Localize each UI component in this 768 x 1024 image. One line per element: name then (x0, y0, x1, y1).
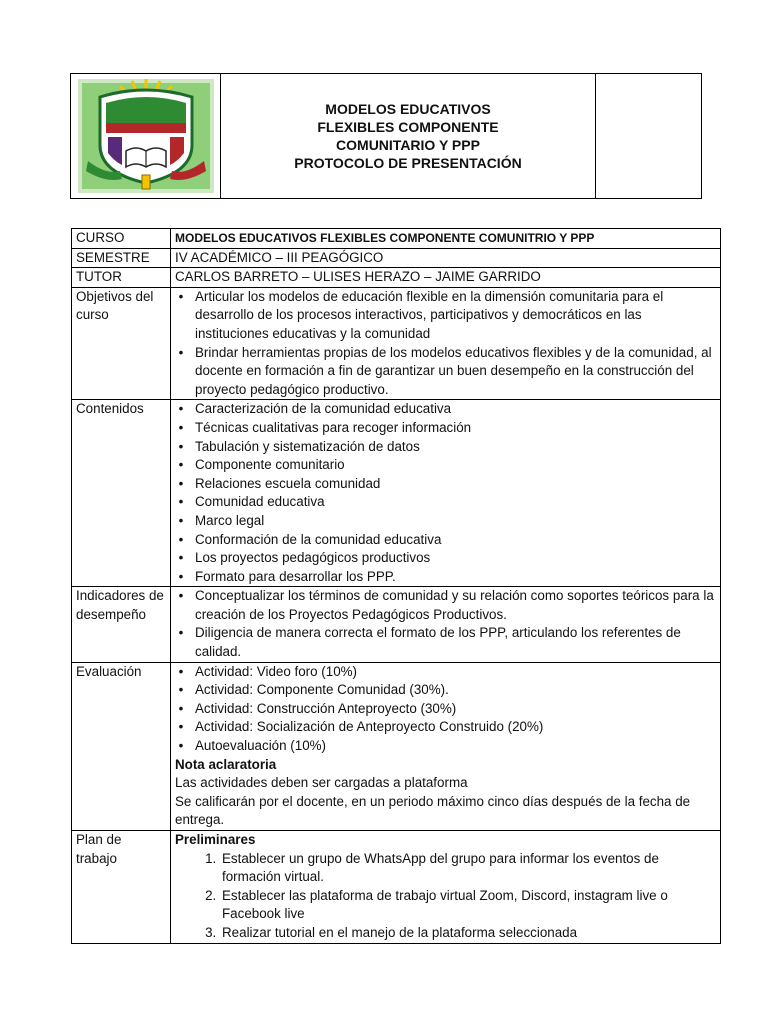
list-item: • Los proyectos pedagógicos productivos (195, 549, 716, 568)
row-label: Indicadores de desempeño (72, 587, 171, 662)
list-item: • Relaciones escuela comunidad (195, 475, 716, 494)
title-line: PROTOCOLO DE PRESENTACIÓN (294, 155, 522, 171)
note-line: Las actividades deben ser cargadas a plataforma (175, 775, 468, 791)
list-item: • Autoevaluación (10%) (195, 737, 716, 756)
list-item: • Conceptualizar los términos de comunidad y su relación como soportes teóricos para la creación de los Proyectos Pedagógicos Productivos. (195, 587, 716, 624)
row-label: Objetivos del curso (72, 287, 171, 400)
evaluacion-list (175, 663, 716, 756)
list-item: 2. Establecer las plataforma de trabajo virtual Zoom, Discord, instagram live o Facebook live (220, 887, 716, 924)
course-table (71, 228, 721, 944)
list-item: • Formato para desarrollar los PPP. (195, 568, 716, 587)
list-item: • Diligencia de manera correcta el formato de los PPP, articulando los referentes de calidad. (195, 624, 716, 661)
row-contenidos (72, 400, 721, 587)
plan-list (175, 850, 716, 943)
list-item: • Actividad: Construcción Anteproyecto (30%) (195, 700, 716, 719)
institution-logo (76, 75, 216, 197)
row-semestre (72, 248, 721, 268)
row-label: TUTOR (72, 268, 171, 288)
row-label: Evaluación (72, 662, 171, 830)
note-title: Nota aclaratoria (175, 756, 277, 772)
list-item: 3. Realizar tutorial en el manejo de la plataforma seleccionada (220, 924, 716, 943)
list-item: • Componente comunitario (195, 456, 716, 475)
list-item: • Brindar herramientas propias de los modelos educativos flexibles y de la comunidad, al docente en formación a fin de garantizar un buen desempeño en la construcción del proyecto pedagógico productivo. (195, 344, 716, 400)
title-line: COMUNITARIO Y PPP (336, 137, 480, 153)
list-item: • Tabulación y sistematización de datos (195, 438, 716, 457)
row-value (171, 287, 721, 400)
plan-subtitle: Preliminares (175, 832, 256, 847)
row-value (171, 587, 721, 662)
list-item: • Marco legal (195, 512, 716, 531)
list-item: • Conformación de la comunidad educativa (195, 531, 716, 550)
logo-cell (71, 74, 221, 198)
list-item: • Actividad: Socialización de Anteproyecto Construido (20%) (195, 718, 716, 737)
list-item: • Actividad: Video foro (10%) (195, 663, 716, 682)
row-value (171, 662, 721, 830)
row-label: CURSO (72, 229, 171, 249)
row-value: CARLOS BARRETO – ULISES HERAZO – JAIME GARRIDO (171, 268, 721, 288)
row-objetivos (72, 287, 721, 400)
row-label: Plan de trabajo (72, 831, 171, 944)
indicadores-list (175, 587, 716, 661)
row-evaluacion (72, 662, 721, 830)
list-item: • Articular los modelos de educación flexible en la dimensión comunitaria para el desarrollo de los procesos interactivos, participativos y democráticos en las instituciones educativas y la comunidad (195, 288, 716, 344)
list-item: • Caracterización de la comunidad educativa (195, 400, 716, 419)
list-item: • Actividad: Componente Comunidad (30%). (195, 681, 716, 700)
title-line: MODELOS EDUCATIVOS (325, 101, 491, 117)
row-tutor (72, 268, 721, 288)
list-item: • Técnicas cualitativas para recoger información (195, 419, 716, 438)
row-plan (72, 831, 721, 944)
row-label: SEMESTRE (72, 248, 171, 268)
row-label: Contenidos (72, 400, 171, 587)
row-value (171, 831, 721, 944)
objetivos-list (175, 288, 716, 400)
row-curso (72, 229, 721, 249)
contenidos-list (175, 400, 716, 586)
list-item: 1. Establecer un grupo de WhatsApp del grupo para informar los eventos de formación virtual. (220, 850, 716, 887)
row-value: IV ACADÉMICO – III PEAGÓGICO (171, 248, 721, 268)
header-empty-cell (596, 74, 701, 198)
document-title (221, 74, 596, 198)
list-item: • Comunidad educativa (195, 493, 716, 512)
document-header (70, 73, 702, 199)
title-line: FLEXIBLES COMPONENTE (317, 119, 499, 135)
row-value (171, 400, 721, 587)
row-indicadores (72, 587, 721, 662)
row-value: MODELOS EDUCATIVOS FLEXIBLES COMPONENTE COMUNITRIO Y PPP (171, 229, 721, 249)
note-line: Se calificarán por el docente, en un periodo máximo cinco días después de la fecha de entrega. (175, 793, 691, 828)
